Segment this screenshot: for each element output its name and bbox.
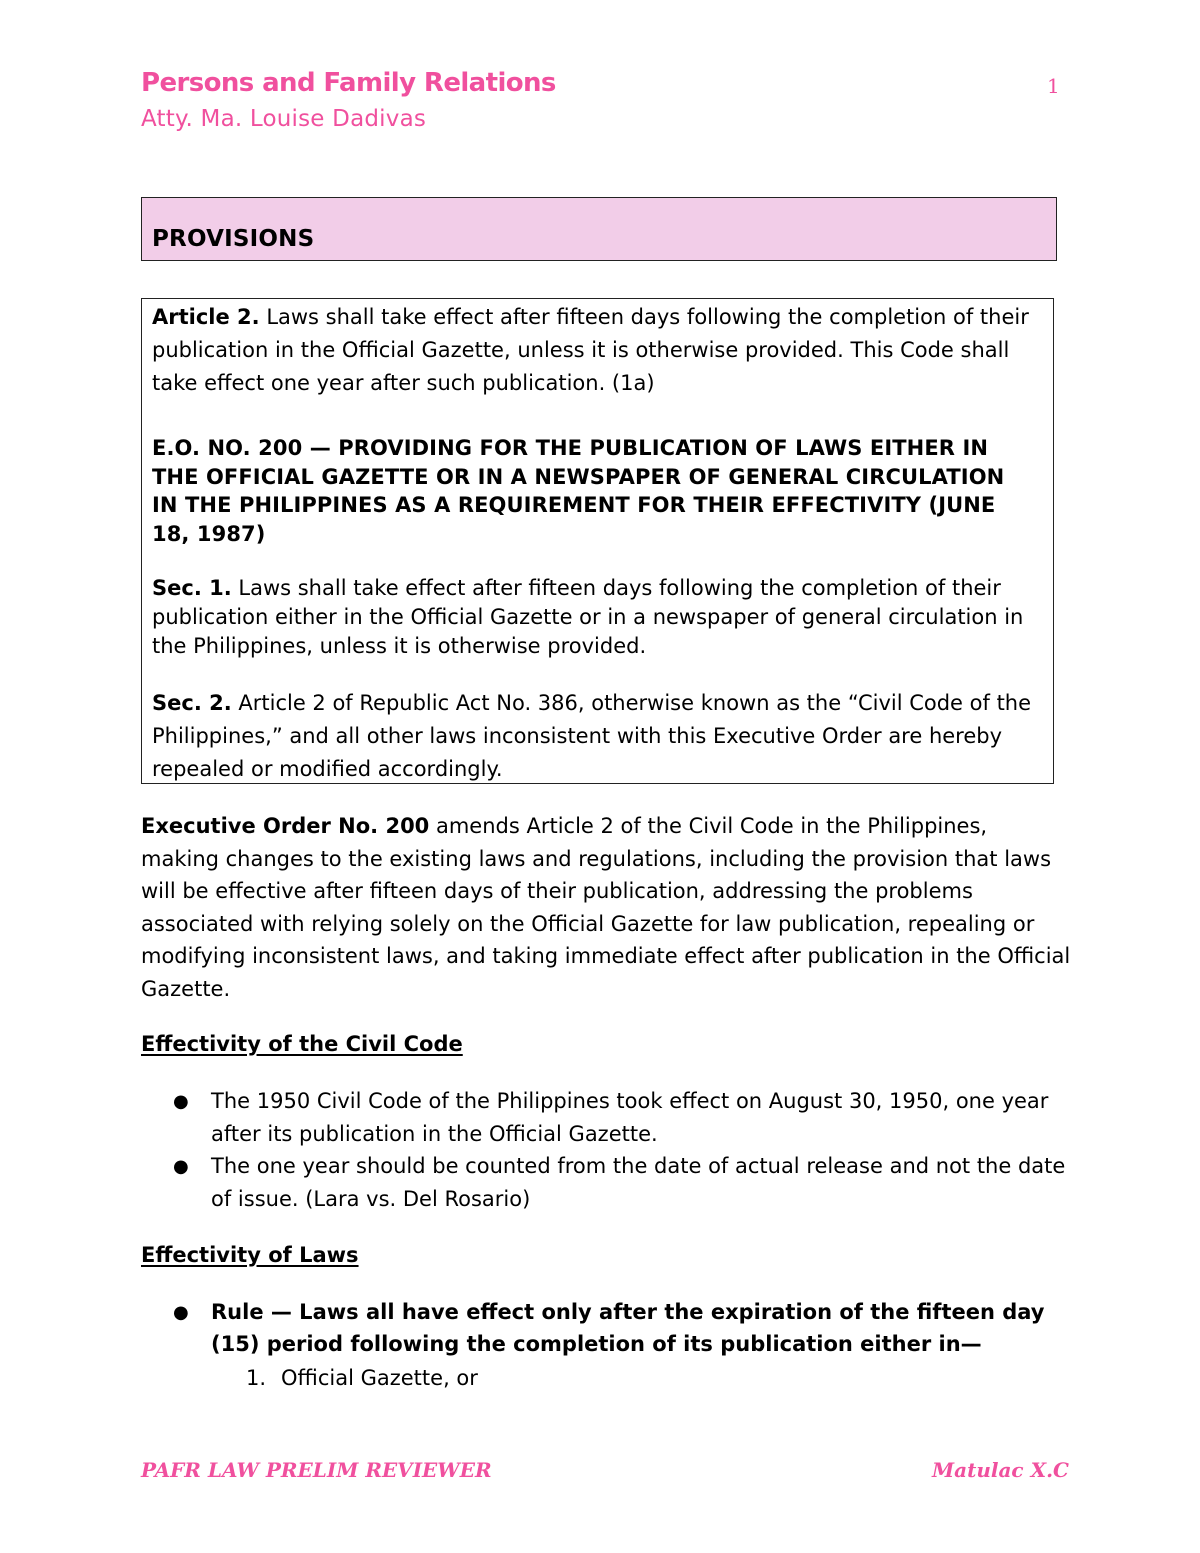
list-item: Official Gazette, or (281, 1366, 478, 1390)
article2-line: publication in the Official Gazette, unless it is otherwise provided. This Code shall (152, 338, 1010, 362)
article2-text: Laws shall take effect after fifteen days following the completion of their (259, 305, 1029, 329)
summary-line: Gazette. (141, 977, 231, 1001)
summary-text: amends Article 2 of the Civil Code in the Philippines, (429, 814, 988, 838)
summary-line (141, 810, 987, 843)
summary-line: associated with relying solely on the Official Gazette for law publication, repealing or (141, 912, 1035, 936)
summary-line: will be effective after fifteen days of their publication, addressing the problems (141, 879, 973, 903)
article2-line: take effect one year after such publication. (1a) (152, 371, 655, 395)
list-item-number: 1. (246, 1366, 267, 1390)
sec2-label: Sec. 2. (152, 691, 232, 715)
civil-code-bullet-line: The one year should be counted from the date of actual release and not the date (211, 1154, 1066, 1178)
eo200-title-line: THE OFFICIAL GAZETTE OR IN A NEWSPAPER OF GENERAL CIRCULATION (152, 464, 1005, 489)
sec1-text: Laws shall take effect after fifteen days following the completion of their (231, 576, 1001, 600)
eo200-title-line: 18, 1987) (152, 521, 266, 546)
sec2-line (152, 687, 1031, 720)
civil-code-bullet-line: The 1950 Civil Code of the Philippines took effect on August 30, 1950, one year (211, 1089, 1049, 1113)
sec2-line: repealed or modified accordingly. (152, 757, 503, 781)
page-number: 1 (1047, 74, 1060, 98)
rule-line: Rule — Laws all have effect only after the expiration of the fifteen day (211, 1300, 1045, 1324)
bullet-icon: ● (173, 1091, 189, 1112)
summary-line: making changes to the existing laws and regulations, including the provision that laws (141, 847, 1052, 871)
provisions-title: PROVISIONS (152, 226, 315, 252)
civil-code-bullet-line: of issue. (Lara vs. Del Rosario) (211, 1187, 531, 1211)
provisions-text-box (141, 298, 1054, 784)
bullet-icon: ● (173, 1302, 189, 1323)
article2-label: Article 2. (152, 305, 260, 329)
bullet-icon: ● (173, 1156, 189, 1177)
article2-line (152, 301, 1029, 334)
document-title: Persons and Family Relations (141, 68, 556, 98)
laws-heading: Effectivity of Laws (141, 1243, 359, 1267)
sec1-label: Sec. 1. (152, 576, 232, 600)
author-name: Atty. Ma. Louise Dadivas (141, 106, 427, 132)
provisions-banner (141, 197, 1057, 261)
sec2-text: Article 2 of Republic Act No. 386, otherwise known as the “Civil Code of the (231, 691, 1032, 715)
eo200-title-line: E.O. NO. 200 — PROVIDING FOR THE PUBLICATION OF LAWS EITHER IN (152, 436, 989, 460)
eo200-title-line: IN THE PHILIPPINES AS A REQUIREMENT FOR THEIR EFFECTIVITY (JUNE (152, 493, 996, 517)
footer-reviewer-title: PAFR LAW PRELIM REVIEWER (141, 1458, 492, 1482)
sec1-line: the Philippines, unless it is otherwise provided. (152, 634, 647, 658)
civil-code-heading: Effectivity of the Civil Code (141, 1032, 463, 1056)
footer-author: Matulac X.C (932, 1458, 1069, 1482)
civil-code-bullet-line: after its publication in the Official Gazette. (211, 1122, 658, 1146)
summary-label: Executive Order No. 200 (141, 814, 430, 838)
summary-line: modifying inconsistent laws, and taking immediate effect after publication in the Official (141, 944, 1071, 968)
sec1-line: publication either in the Official Gazette or in a newspaper of general circulation in (152, 605, 1024, 629)
rule-line: (15) period following the completion of its publication either in— (211, 1332, 982, 1356)
sec2-line: Philippines,” and all other laws inconsistent with this Executive Order are hereby (152, 724, 1003, 748)
